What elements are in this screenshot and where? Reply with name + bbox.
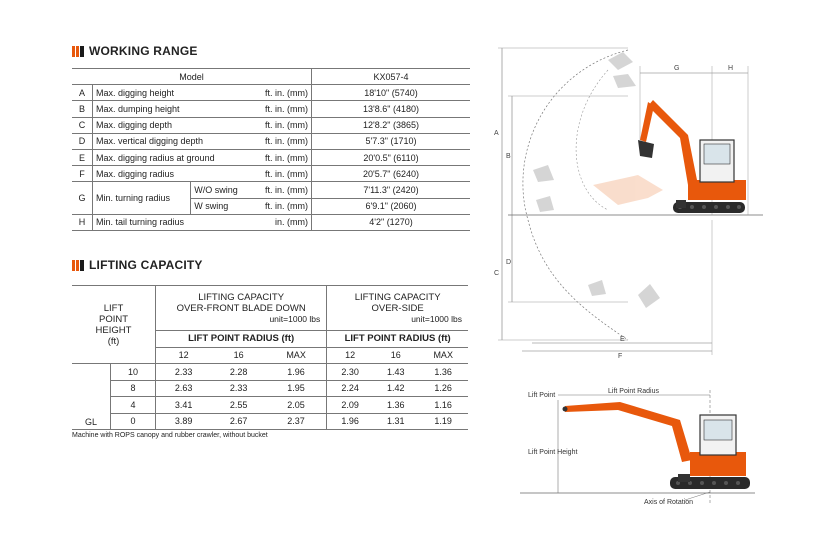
table-row <box>72 166 470 182</box>
row-label: Max. digging radius at ground <box>93 149 252 165</box>
header-line: LIFT <box>103 302 124 314</box>
table-row <box>72 397 468 414</box>
dim-label-c: C <box>494 270 500 277</box>
capacity-cell: 2.33 <box>211 380 266 397</box>
radius-col: 16 <box>373 347 418 364</box>
capacity-cell: 1.19 <box>418 413 468 430</box>
row-letter: A <box>72 85 93 101</box>
capacity-cell: 2.55 <box>211 397 266 414</box>
capacity-cell: 3.41 <box>156 397 212 414</box>
lift-point-height-header <box>72 286 156 364</box>
header-line: HEIGHT <box>95 324 132 336</box>
header-line: LIFTING CAPACITY <box>354 291 441 303</box>
model-label: Model <box>72 69 312 85</box>
row-value: 7'11.3" (2420) <box>312 182 471 198</box>
table-row <box>72 117 470 133</box>
dim-label-f: F <box>618 353 623 360</box>
row-unit: in. (mm) <box>251 214 311 230</box>
radius-col: MAX <box>266 347 327 364</box>
dim-label-e: E <box>620 336 625 343</box>
lift-point-diagram <box>520 380 770 515</box>
header-line: LIFTING CAPACITY <box>198 291 285 303</box>
capacity-cell: 2.63 <box>156 380 212 397</box>
capacity-cell: 2.37 <box>266 413 327 430</box>
table-row <box>72 133 470 149</box>
lift-point-radius-label: Lift Point Radius <box>608 388 659 395</box>
capacity-cell: 2.67 <box>211 413 266 430</box>
row-label: Max. digging height <box>93 85 252 101</box>
unit-note: unit=1000 lbs <box>269 313 321 324</box>
row-sub-label: W/O swing <box>191 182 252 198</box>
working-range-heading <box>72 44 198 58</box>
row-value: 4'2" (1270) <box>312 214 471 230</box>
capacity-cell: 1.43 <box>386 366 405 377</box>
lifting-capacity-table <box>72 285 468 430</box>
dim-label-b: B <box>506 153 511 160</box>
row-unit: ft. in. (mm) <box>251 182 311 198</box>
radius-col: 12 <box>156 347 212 364</box>
capacity-cell: 2.24 <box>327 380 373 397</box>
table-row <box>72 413 468 430</box>
row-unit: ft. in. (mm) <box>251 149 311 165</box>
row-value: 18'10" (5740) <box>312 85 471 101</box>
working-range-table <box>72 68 470 231</box>
table-row <box>72 85 470 101</box>
height-cell: 4 <box>111 397 156 414</box>
row-letter: C <box>72 117 93 133</box>
capacity-cell: 2.30 <box>327 364 373 381</box>
capacity-cell: 1.95 <box>266 380 327 397</box>
row-unit: ft. in. (mm) <box>251 198 311 214</box>
lift-point-height-label: Lift Point Height <box>528 449 578 456</box>
capacity-cell: 1.96 <box>327 413 373 430</box>
height-cell: 10 <box>111 364 156 381</box>
row-letter: G <box>72 182 93 214</box>
table-row <box>72 182 470 198</box>
height-cell: 0 <box>111 413 156 430</box>
working-range-title: WORKING RANGE <box>89 44 198 58</box>
capacity-cell: 2.33 <box>156 364 212 381</box>
row-unit: ft. in. (mm) <box>251 133 311 149</box>
capacity-cell: 3.89 <box>156 413 212 430</box>
excavator-illustration <box>638 100 746 213</box>
working-range-diagram <box>488 40 788 360</box>
side-capacity-header <box>327 286 468 331</box>
capacity-cell: 2.28 <box>229 366 248 377</box>
row-value: 20'5.7" (6240) <box>312 166 471 182</box>
row-letter: H <box>72 214 93 230</box>
row-sub-label: W swing <box>191 198 252 214</box>
capacity-cell: 1.16 <box>418 397 468 414</box>
row-label: Min. turning radius <box>93 182 191 214</box>
row-letter: D <box>72 133 93 149</box>
ghost-positions <box>533 52 663 308</box>
front-capacity-header <box>156 286 327 331</box>
model-name: KX057-4 <box>312 69 471 85</box>
row-letter: B <box>72 101 93 117</box>
row-unit: ft. in. (mm) <box>251 166 311 182</box>
header-line: POINT <box>98 313 129 325</box>
lifting-capacity-title: LIFTING CAPACITY <box>89 258 203 272</box>
table-row <box>72 380 468 397</box>
row-value: 20'0.5" (6110) <box>312 149 471 165</box>
row-letter: F <box>72 166 93 182</box>
axis-of-rotation-label: Axis of Rotation <box>644 499 694 506</box>
capacity-cell: 1.31 <box>373 413 418 430</box>
capacity-cell: 2.05 <box>266 397 327 414</box>
capacity-cell: 1.36 <box>434 366 452 377</box>
row-value: 12'8.2" (3865) <box>312 117 471 133</box>
row-label: Min. tail turning radius <box>93 214 252 230</box>
dim-label-d: D <box>506 259 512 266</box>
row-label: Max. dumping height <box>93 101 252 117</box>
radius-header-side: LIFT POINT RADIUS (ft) <box>327 331 468 348</box>
row-value: 5'7.3" (1710) <box>312 133 471 149</box>
radius-header-front: LIFT POINT RADIUS (ft) <box>156 331 327 348</box>
lifting-footnote: Machine with ROPS canopy and rubber crawler, without bucket <box>72 432 268 439</box>
header-line: OVER-FRONT BLADE DOWN <box>176 302 306 314</box>
capacity-cell: 1.42 <box>373 380 418 397</box>
table-row <box>72 149 470 165</box>
dim-label-g: G <box>674 65 680 72</box>
excavator-arm-extended <box>563 402 751 489</box>
capacity-cell: 2.09 <box>327 397 373 414</box>
header-line: (ft) <box>107 335 120 347</box>
section-marker-icon <box>72 260 84 271</box>
lifting-capacity-heading <box>72 258 203 272</box>
row-label: Max. vertical digging depth <box>93 133 252 149</box>
capacity-cell: 1.26 <box>418 380 468 397</box>
section-marker-icon <box>72 46 84 57</box>
row-unit: ft. in. (mm) <box>251 85 311 101</box>
radius-col: 16 <box>211 347 266 364</box>
dim-label-a: A <box>494 130 499 137</box>
row-letter: E <box>72 149 93 165</box>
radius-col: 12 <box>327 347 373 364</box>
capacity-cell: 1.96 <box>287 366 305 377</box>
row-unit: ft. in. (mm) <box>251 117 311 133</box>
table-row <box>72 364 468 381</box>
radius-col: MAX <box>418 347 468 364</box>
table-row <box>72 214 470 230</box>
unit-note: unit=1000 lbs <box>411 313 462 324</box>
table-row <box>72 101 470 117</box>
capacity-cell: 1.36 <box>373 397 418 414</box>
row-label: Max. digging depth <box>93 117 252 133</box>
row-value: 6'9.1" (2060) <box>312 198 471 214</box>
row-unit: ft. in. (mm) <box>251 101 311 117</box>
header-line: OVER-SIDE <box>371 302 424 314</box>
row-value: 13'8.6" (4180) <box>312 101 471 117</box>
table-header-row <box>72 286 468 331</box>
lift-point-label: Lift Point <box>528 392 556 399</box>
dim-label-h: H <box>728 65 734 72</box>
row-label: Max. digging radius <box>93 166 252 182</box>
height-cell: 8 <box>111 380 156 397</box>
gl-label: GL <box>72 364 111 430</box>
table-header-row <box>72 69 470 85</box>
